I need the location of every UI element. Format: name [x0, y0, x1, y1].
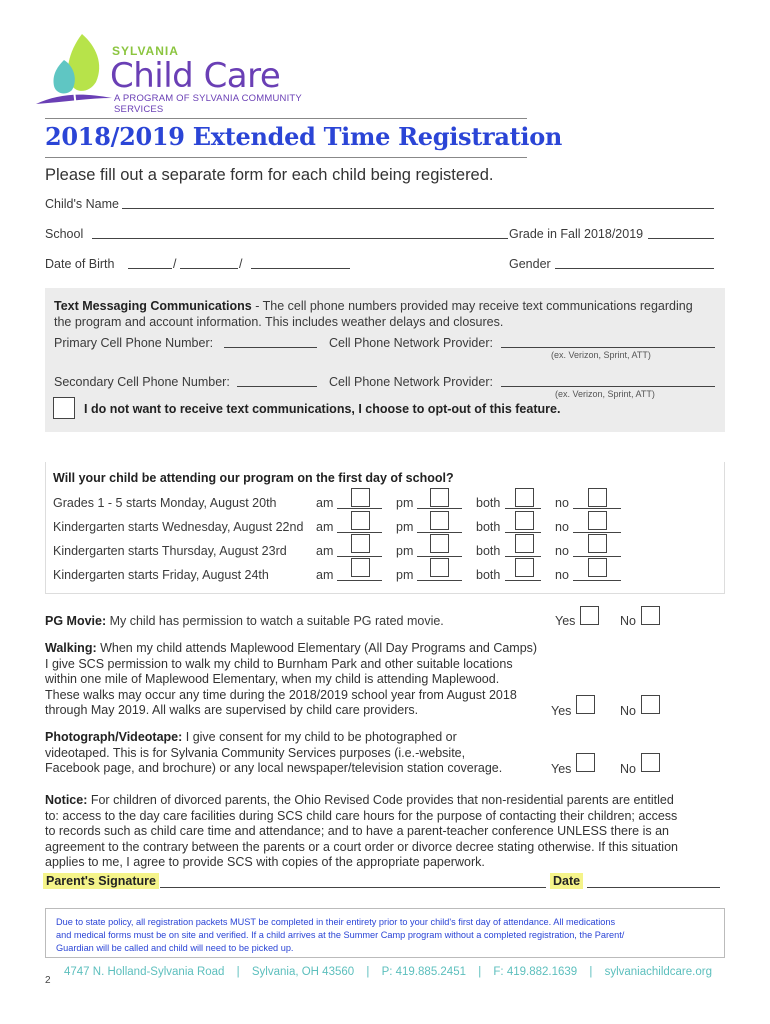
- pm-line: [417, 532, 462, 533]
- both-checkbox[interactable]: [515, 558, 534, 577]
- sms-text-line1: [54, 299, 693, 313]
- footer-sep: |: [478, 966, 482, 978]
- photo-paragraph: [45, 730, 555, 777]
- footer-address: 4747 N. Holland-Sylvania Road: [64, 966, 225, 978]
- pg-movie-label: PG Movie:: [45, 614, 107, 628]
- both-label: both: [476, 544, 501, 558]
- school-label: School: [45, 227, 84, 241]
- no-label: no: [555, 520, 569, 534]
- opt-out-label: I do not want to receive text communications, I choose to opt-out of this feature.: [84, 402, 561, 416]
- brand-sylvania: SYLVANIA: [112, 44, 179, 58]
- am-label: am: [316, 544, 334, 558]
- both-line: [505, 580, 541, 581]
- grade-field[interactable]: [648, 238, 714, 239]
- pg-no-label: No: [620, 614, 636, 628]
- dob-day-field[interactable]: [180, 268, 238, 269]
- notice-paragraph: [45, 793, 725, 871]
- photo-yes-label: Yes: [551, 762, 572, 776]
- gender-field[interactable]: [555, 268, 714, 269]
- gender-label: Gender: [509, 257, 551, 271]
- primary-provider-hint: (ex. Verizon, Sprint, ATT): [551, 350, 651, 360]
- pm-checkbox[interactable]: [430, 558, 449, 577]
- policy-line-3: Guardian will be called and child will need to be picked up.: [56, 943, 294, 953]
- am-label: am: [316, 496, 334, 510]
- no-checkbox[interactable]: [588, 558, 607, 577]
- notice-desc-1: For children of divorced parents, the Ohio Revised Code provides that non-residential parents are entitled: [87, 793, 674, 807]
- both-line: [505, 532, 541, 533]
- secondary-provider-hint: (ex. Verizon, Sprint, ATT): [555, 389, 655, 399]
- date-label: Date: [550, 873, 583, 889]
- photo-desc-1: I give consent for my child to be photographed or: [182, 730, 457, 744]
- notice-line-3: to records such as child care time and attendance; and to have a parent-teacher conference UNLESS there is an: [45, 824, 669, 838]
- no-line: [573, 508, 621, 509]
- photo-line-2: videotaped. This is for Sylvania Community Services purposes (i.e.-website,: [45, 745, 466, 760]
- footer-website-link[interactable]: sylvaniachildcare.org: [604, 966, 712, 978]
- grade-label: Grade in Fall 2018/2019: [509, 227, 644, 241]
- photo-no-label: No: [620, 762, 636, 776]
- both-checkbox[interactable]: [515, 511, 534, 530]
- footer-sep: |: [366, 966, 370, 978]
- no-checkbox[interactable]: [588, 488, 607, 507]
- attendance-row-label: Kindergarten starts Friday, August 24th: [53, 568, 269, 582]
- page-subtitle: Please fill out a separate form for each child being registered.: [45, 166, 494, 184]
- both-label: both: [476, 520, 501, 534]
- pm-line: [417, 508, 462, 509]
- logo-leaf-icon: [34, 30, 114, 110]
- am-label: am: [316, 568, 334, 582]
- dob-sep-1: /: [173, 257, 177, 271]
- walk-yes-checkbox[interactable]: [576, 695, 595, 714]
- pm-checkbox[interactable]: [430, 534, 449, 553]
- date-field[interactable]: [587, 887, 720, 888]
- notice-line-2: to: access to the day care facilities during SCS child care hours for the purpose of contacting their children; access: [45, 808, 678, 823]
- walking-label: Walking:: [45, 641, 97, 655]
- policy-line-2: and medical forms must be on site and verified. If a child arrives at the Summer Camp program without a completed registration, the Parent/: [56, 930, 625, 940]
- both-line: [505, 556, 541, 557]
- am-line: [337, 556, 382, 557]
- opt-out-checkbox[interactable]: [53, 397, 75, 419]
- no-line: [573, 556, 621, 557]
- secondary-phone-field[interactable]: [237, 386, 317, 387]
- footer-sep: |: [589, 966, 593, 978]
- am-checkbox[interactable]: [351, 558, 370, 577]
- am-checkbox[interactable]: [351, 488, 370, 507]
- walking-line-4: These walks may occur any time during the 2018/2019 school year from August 2018: [45, 687, 517, 702]
- pm-label: pm: [396, 568, 414, 582]
- dob-sep-2: /: [239, 257, 243, 271]
- primary-provider-label: Cell Phone Network Provider:: [329, 336, 493, 350]
- walk-yes-label: Yes: [551, 704, 572, 718]
- sms-desc-2: the program and account information. This includes weather delays and closures.: [54, 315, 504, 329]
- parent-signature-field[interactable]: [160, 887, 546, 888]
- page-title: 2018/2019 Extended Time Registration: [45, 122, 563, 151]
- both-label: both: [476, 568, 501, 582]
- title-rule-bottom: [45, 157, 527, 158]
- pm-checkbox[interactable]: [430, 488, 449, 507]
- logo: [34, 30, 354, 115]
- walking-line-3: within one mile of Maplewood Elementary, when my child is attending Maplewood.: [45, 672, 500, 686]
- dob-label: Date of Birth: [45, 257, 115, 271]
- childs-name-field[interactable]: [122, 208, 714, 209]
- page-number: 2: [45, 975, 51, 986]
- footer-contact: [64, 966, 712, 978]
- no-label: no: [555, 568, 569, 582]
- attendance-row-label: Grades 1 - 5 starts Monday, August 20th: [53, 496, 277, 510]
- pg-movie-text: [45, 614, 444, 628]
- walking-paragraph: [45, 641, 565, 719]
- both-checkbox[interactable]: [515, 534, 534, 553]
- brand-child-care: Child Care: [110, 56, 281, 96]
- no-line: [573, 532, 621, 533]
- primary-phone-label: Primary Cell Phone Number:: [54, 336, 214, 350]
- notice-line-5: applies to me, I agree to provide SCS with copies of the appropriate paperwork.: [45, 855, 485, 869]
- photo-yes-checkbox[interactable]: [576, 753, 595, 772]
- both-line: [505, 508, 541, 509]
- notice-label: Notice:: [45, 793, 88, 807]
- am-checkbox[interactable]: [351, 534, 370, 553]
- photo-line-1: [45, 730, 555, 746]
- primary-phone-field[interactable]: [224, 347, 317, 348]
- parent-signature-label: Parent's Signature: [43, 873, 159, 889]
- no-line: [573, 580, 621, 581]
- pg-yes-label: Yes: [555, 614, 576, 628]
- secondary-provider-label: Cell Phone Network Provider:: [329, 375, 493, 389]
- childs-name-label: Child's Name: [45, 197, 119, 211]
- footer-fax: F: 419.882.1639: [493, 966, 578, 978]
- sms-desc-1: - The cell phone numbers provided may receive text communications regarding: [251, 299, 693, 313]
- policy-line-1: Due to state policy, all registration packets MUST be completed in their entirety prior to your child's first day of attendance. All medications: [56, 917, 616, 927]
- attendance-question: Will your child be attending our program on the first day of school?: [53, 471, 454, 485]
- dob-month-field[interactable]: [128, 268, 172, 269]
- both-checkbox[interactable]: [515, 488, 534, 507]
- pg-yes-checkbox[interactable]: [580, 606, 599, 625]
- walking-line-1: [45, 641, 565, 657]
- photo-no-checkbox[interactable]: [641, 753, 660, 772]
- pm-label: pm: [396, 520, 414, 534]
- walking-desc-1: When my child attends Maplewood Elementary (All Day Programs and Camps): [96, 641, 538, 655]
- attendance-row-label: Kindergarten starts Thursday, August 23rd: [53, 544, 287, 558]
- pm-label: pm: [396, 544, 414, 558]
- pm-checkbox[interactable]: [430, 511, 449, 530]
- am-line: [337, 532, 382, 533]
- no-label: no: [555, 496, 569, 510]
- photo-line-3: Facebook page, and brochure) or any local newspaper/television station coverage.: [45, 761, 503, 775]
- pm-line: [417, 580, 462, 581]
- am-label: am: [316, 520, 334, 534]
- brand-program: A PROGRAM OF SYLVANIA COMMUNITY SERVICES: [114, 93, 302, 115]
- am-line: [337, 580, 382, 581]
- notice-line-1: [45, 793, 725, 809]
- walk-no-checkbox[interactable]: [641, 695, 660, 714]
- dob-year-field[interactable]: [251, 268, 350, 269]
- both-label: both: [476, 496, 501, 510]
- pm-label: pm: [396, 496, 414, 510]
- walk-no-label: No: [620, 704, 636, 718]
- am-checkbox[interactable]: [351, 511, 370, 530]
- no-checkbox[interactable]: [588, 534, 607, 553]
- pm-line: [417, 556, 462, 557]
- title-rule-top: [45, 118, 527, 119]
- no-checkbox[interactable]: [588, 511, 607, 530]
- pg-no-checkbox[interactable]: [641, 606, 660, 625]
- secondary-phone-label: Secondary Cell Phone Number:: [54, 375, 230, 389]
- am-line: [337, 508, 382, 509]
- walking-line-5: through May 2019. All walks are supervised by child care providers.: [45, 703, 419, 717]
- policy-text: [56, 916, 720, 955]
- footer-phone: P: 419.885.2451: [381, 966, 466, 978]
- no-label: no: [555, 544, 569, 558]
- attendance-row-label: Kindergarten starts Wednesday, August 22nd: [53, 520, 304, 534]
- footer-sep: |: [236, 966, 240, 978]
- footer-city: Sylvania, OH 43560: [251, 966, 355, 978]
- sms-heading: Text Messaging Communications: [54, 299, 252, 313]
- photo-label: Photograph/Videotape:: [45, 730, 183, 744]
- school-field[interactable]: [92, 238, 508, 239]
- pg-movie-desc: My child has permission to watch a suitable PG rated movie.: [106, 614, 444, 628]
- notice-line-4: agreement to the contrary between the parents or a court order or divorce decree stating otherwise. If this situation: [45, 839, 678, 854]
- walking-line-2: I give SCS permission to walk my child to Burnham Park and other suitable locations: [45, 656, 513, 671]
- primary-provider-field[interactable]: [501, 347, 715, 348]
- secondary-provider-field[interactable]: [501, 386, 715, 387]
